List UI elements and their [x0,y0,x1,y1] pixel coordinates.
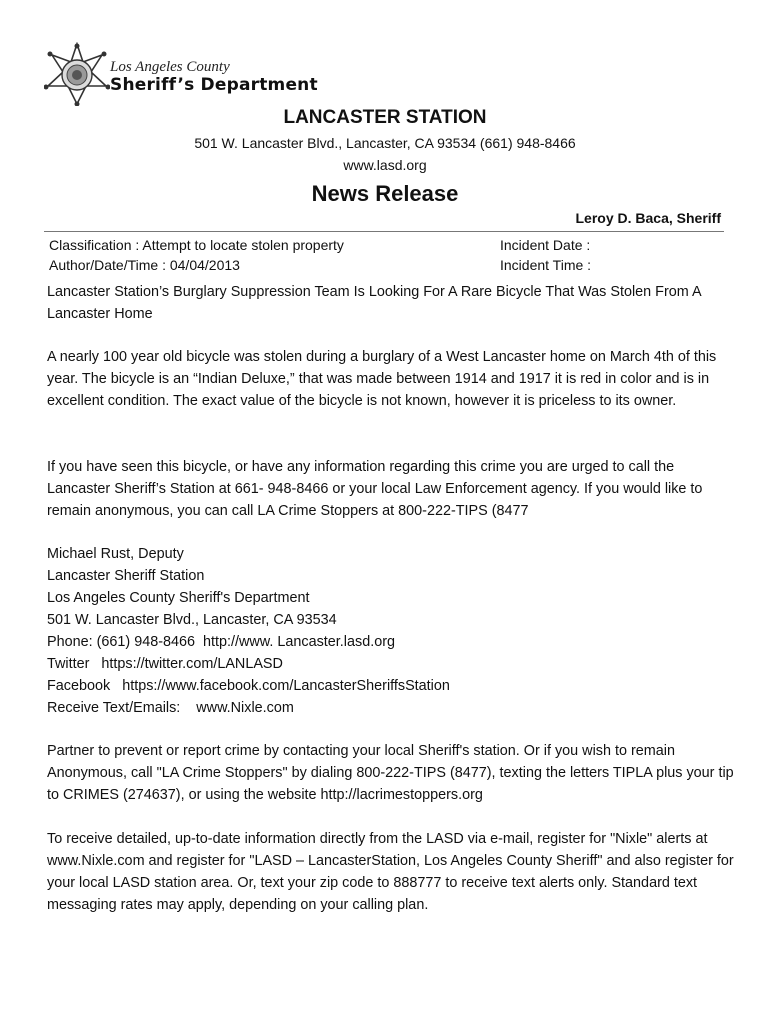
contact-nixle[interactable]: Receive Text/Emails: www.Nixle.com [47,700,294,716]
news-release-heading: News Release [311,181,459,206]
contact-facebook[interactable]: Facebook https://www.facebook.com/LancasterSheriffsStation [47,678,450,694]
department-logo [44,42,318,106]
contact-line: Michael Rust, Deputy [47,546,184,562]
incident-time: Incident Time : [500,257,592,273]
logo-department-text: Sheriff’s Department [110,75,318,95]
paragraph-2-text: If you have seen this bicycle, or have any information regarding this crime you are urged to call the Lancaster Sheriff’s Station at 661- 948-8466 or your local Law Enforcement agency. If you would like to remain anonymous, you can call LA Crime Stoppers at 800-222-TIPS (8477 [47,459,703,519]
contact-block [47,543,450,719]
paragraph-1 [47,346,737,412]
paragraph-2 [47,456,737,522]
release-headline [47,281,737,325]
contact-line: Los Angeles County Sheriff's Department [47,590,310,606]
header-divider [44,231,724,232]
contact-phone-web[interactable]: Phone: (661) 948-8466 http://www. Lancaster.lasd.org [47,634,395,650]
station-address: 501 W. Lancaster Blvd., Lancaster, CA 93534 (661) 948-8466 [194,135,576,151]
classification: Classification : Attempt to locate stolen property [49,237,344,253]
paragraph-1-text: A nearly 100 year old bicycle was stolen during a burglary of a West Lancaster home on March 4th of this year. The bicycle is an “Indian Deluxe,” that was made between 1914 and 1917 it is red in color and is in excellent condition. The exact value of the bicycle is not known, however it is priceless to its owner. [47,349,717,409]
paragraph-4 [47,828,737,916]
sheriff-star-badge-icon [44,42,110,106]
contact-twitter[interactable]: Twitter https://twitter.com/LANLASD [47,656,283,672]
paragraph-3 [47,740,737,806]
logo-county-text: Los Angeles County [110,59,230,75]
contact-line: Lancaster Sheriff Station [47,568,205,584]
contact-line: 501 W. Lancaster Blvd., Lancaster, CA 93534 [47,612,337,628]
sheriff-name: Leroy D. Baca, Sheriff [575,210,721,226]
paragraph-4-text: To receive detailed, up-to-date information directly from the LASD via e-mail, register for "Nixle" alerts at www.Nixle.com and register for "LASD – LancasterStation, Los Angeles County Sheriff" and also register for your local LASD station area. Or, text your zip code to 888777 to receive text alerts only. Standard text messaging rates may apply, depending on your calling plan. [47,831,734,913]
paragraph-3-text: Partner to prevent or report crime by contacting your local Sheriff's station. Or if you wish to remain Anonymous, call "LA Crime Stoppers" by dialing 800-222-TIPS (8477), texting the letters TIPLA plus your tip to CRIMES (274637), or using the website http://lacrimestoppers.org [47,743,734,803]
headline-text: Lancaster Station’s Burglary Suppression Team Is Looking For A Rare Bicycle That Was Stolen From A Lancaster Home [47,284,701,322]
station-title: LANCASTER STATION [283,107,487,128]
website-link[interactable]: www.lasd.org [343,157,427,173]
incident-date: Incident Date : [500,237,591,253]
author-date-time: Author/Date/Time : 04/04/2013 [49,257,240,273]
